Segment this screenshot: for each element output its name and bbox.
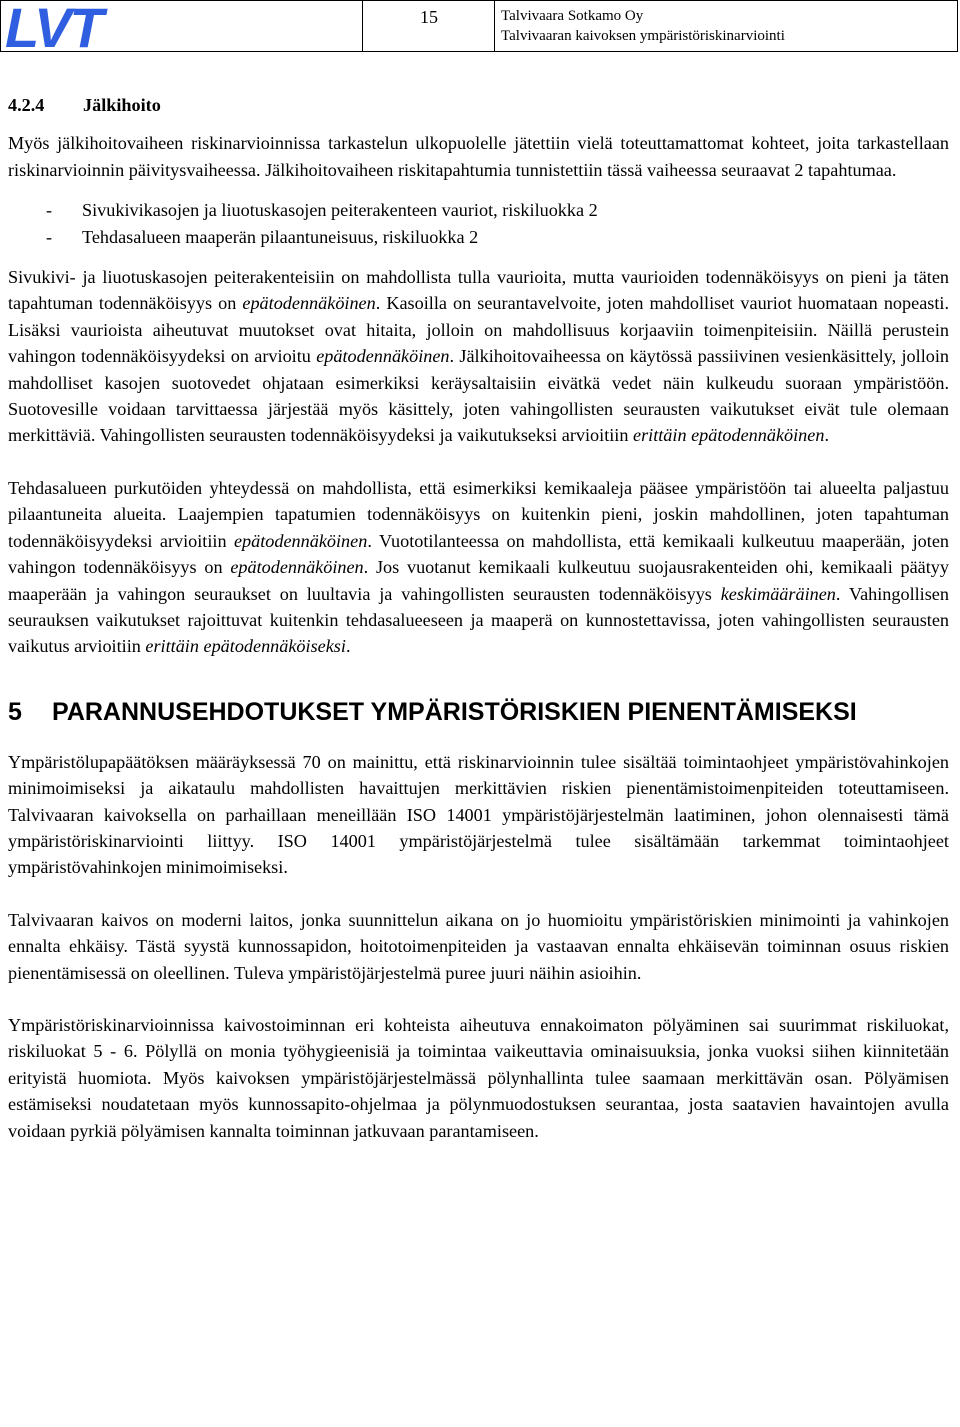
page-number: 15: [363, 1, 495, 51]
list-item: - Tehdasalueen maaperän pilaantuneisuus, riskiluokka 2: [46, 224, 949, 250]
paragraph: Talvivaaran kaivos on moderni laitos, jonka suunnittelun aikana on jo huomioitu ympäristöriskien minimointi ja vahinkojen ennalta ehkäisy. Tästä syystä kunnossapidon, hoitotoimenpiteiden ja vastaavan ennalta ehkäisevän toiminnan osuus riskien pienentämisessä on oleellinen. Tuleva ympäristöjärjestelmä puree juuri näihin asioihin.: [8, 909, 949, 983]
emphasis: epätodennäköinen: [233, 530, 368, 551]
section-number: 4.2.4: [8, 95, 45, 115]
section-number: 5: [8, 697, 22, 726]
section-heading-5: [8, 696, 949, 729]
document-title: Talvivaaran kaivoksen ympäristöriskinarviointi: [501, 28, 785, 44]
text-span: . Vuototilanteessa on mahdollista, että kemikaali kulkeutuu maaperään, joten vahingon todennäköisyys on: [8, 530, 949, 578]
emphasis: keskimääräinen: [720, 583, 836, 604]
emphasis: erittäin epätodennäköinen: [633, 425, 825, 446]
section-title: PARANNUSEHDOTUKSET YMPÄRISTÖRISKIEN PIENENTÄMISEKSI: [52, 697, 857, 726]
emphasis: epätodennäköinen: [230, 557, 364, 578]
emphasis: epätodennäköinen: [242, 293, 376, 314]
paragraph: Ympäristölupapäätöksen määräyksessä 70 on mainittu, että riskinarvioinnin tulee sisältää toimintaohjeet ympäristövahinkojen minimoimiseksi ja aikataulu mahdollisten havaittujen merkittävien riskien pienentämistoimenpiteiden toteuttamiseen. Talvivaaran kaivoksella on parhaillaan meneillään ISO 14001 ympäristöjärjestelmän laatiminen, johon olennaisesti tämä ympäristöriskinarviointi liittyy. ISO 14001 ympäristöjärjestelmä tulee sisältämään tarkemmat toimintaohjeet ympäristövahinkojen minimoimiseksi.: [8, 751, 949, 878]
paragraph: Ympäristöriskinarvioinnissa kaivostoiminnan eri kohteista aiheutuva ennakoimaton pölyäminen sai suurimmat riskiluokat, riskiluokat 5 - 6. Pölyllä on monia työhygieenisiä ja toimintaa vaikeuttavia ominaisuuksia, jonka vuoksi siihen kiinnitetään erityistä huomiota. Myös kaivoksen ympäristöjärjestelmässä pölynhallinta tulee saamaan merkittävän osan. Pölyämisen estämiseksi noudatetaan myös kunnossapito-ohjelmaa ja pölynmuodostuksen seurantaa, josta saatavien havaintojen avulla voidaan pyrkiä pölyämisen kannalta toiminnan jatkuvaan parantamiseen.: [8, 1014, 949, 1141]
text-span: .: [345, 636, 351, 657]
section-heading-4-2-4: [8, 92, 949, 118]
logo-cell: [1, 1, 363, 51]
emphasis: epätodennäköinen: [316, 346, 450, 367]
lvt-logo: [5, 3, 135, 51]
paragraph: Myös jälkihoitovaiheen riskinarvioinnissa tarkastelun ulkopuolelle jätettiin vielä toteuttamattomat kohteet, joita tarkastellaan riskinarvioinnin päivitysvaiheessa. Jälkihoitovaiheen riskitapahtumia tunnistettiin tässä vaiheessa seuraavat 2 tapahtumaa.: [8, 133, 949, 180]
risk-list: [8, 197, 949, 250]
text-span: Tehdasalueen purkutöiden yhteydessä on mahdollista, että esimerkiksi kemikaaleja pääsee ympäristöön tai alueelta paljastuu pilaantuneita alueita. Laajempien tapatumien todennäköisyys on kuitenkin pieni, joskin mahdollinen, joten tapahtuman todennäköisyydeksi arvioitiin: [8, 477, 949, 551]
emphasis: erittäin epätodennäköiseksi: [145, 636, 346, 657]
paragraph: [8, 264, 949, 449]
text-span: . Jälkihoitovaiheessa on käytössä passiivinen vesienkäsittely, jolloin mahdolliset kasojen suotovedet ohjataan esimerkiksi keräysaltaisiin eivätkä vedet näin kulkeudu suoraan ympäristöön. Suotovesille voidaan tarvittaessa järjestää myös käsittely, joten vahingollisten seurausten vaikutukset eivät tule olemaan merkittäviä. Vahingollisten seurausten todennäköisyydeksi ja vaikutukseksi arvioitiin: [8, 346, 949, 446]
text-span: . Vahingollisen seurauksen vaikutukset rajoittuvat kuitenkin tehdasalueeseen ja maaperä on kunnostettavissa, joten vahingollisten seurausten vaikutus arvioitiin: [8, 583, 949, 657]
text-span: . Kasoilla on seurantavelvoite, joten mahdolliset vauriot huomataan nopeasti. Lisäksi vaurioista aiheutuvat muutokset ovat hitaita, jolloin on mahdollisuus korjaaviin toimenpiteisiin. Näillä perustein vahingon todennäköisyydeksi on arvioitu: [8, 293, 949, 367]
text-span: Sivukivi- ja liuotuskasojen peiterakenteisiin on mahdollista tulla vaurioita, mutta vaurioiden todennäköisyys on pieni ja täten tapahtuman todennäköisyys on: [8, 267, 949, 314]
section-title: Jälkihoito: [83, 95, 161, 115]
header-info: [495, 1, 957, 51]
text-span: . Jos vuotanut kemikaali kulkeutuu suojausrakenteiden ohi, kemikaali päätyy maaperään ja vahingon seuraukset on luultavia ja vahingollisten seurausten todennäköisyys: [8, 557, 949, 604]
svg-text:LVT: LVT: [5, 3, 102, 51]
text-span: .: [824, 425, 829, 446]
company-name: Talvivaara Sotkamo Oy: [501, 8, 644, 24]
list-item: - Sivukivikasojen ja liuotuskasojen peiterakenteen vauriot, riskiluokka 2: [46, 197, 949, 223]
paragraph: [8, 475, 949, 660]
page-header: [0, 0, 958, 52]
document-body: [8, 92, 949, 1144]
